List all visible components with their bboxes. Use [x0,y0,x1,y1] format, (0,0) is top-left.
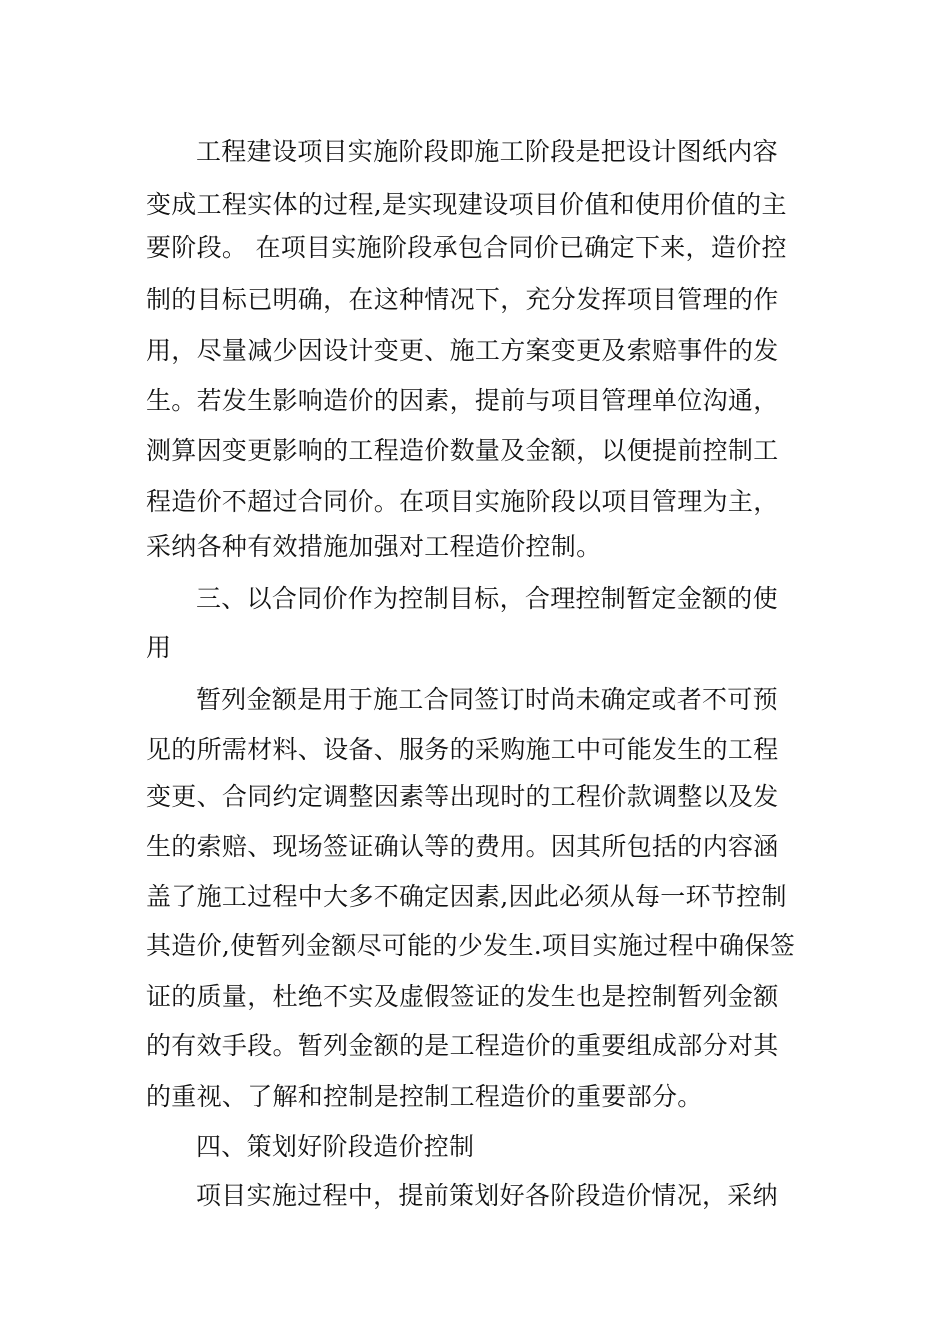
section-heading: 四、策划好阶段造价控制 [196,1132,475,1161]
text-line: 变成工程实体的过程,是实现建设项目价值和使用价值的主 [146,190,787,219]
text-line: 的有效手段。暂列金额的是工程造价的重要组成部分对其 [146,1031,779,1060]
text-line: 暂列金额是用于施工合同签订时尚未确定或者不可预 [196,685,778,714]
text-line: 要阶段。 在项目实施阶段承包合同价已确定下来，造价控 [146,233,787,262]
text-line: 见的所需材料、设备、服务的采购施工中可能发生的工程 [146,735,779,764]
text-line: 程造价不超过合同价。在项目实施阶段以项目管理为主， [146,487,779,516]
text-line: 工程建设项目实施阶段即施工阶段是把设计图纸内容 [196,137,778,166]
text-line: 生。若发生影响造价的因素，提前与项目管理单位沟通， [146,386,779,415]
text-line: 测算因变更影响的工程造价数量及金额，以便提前控制工 [146,436,779,465]
text-line: 采纳各种有效措施加强对工程造价控制。 [146,532,602,561]
text-line: 用，尽量减少因设计变更、施工方案变更及索赔事件的发 [146,336,779,365]
text-line: 盖了施工过程中大多不确定因素,因此必须从每一环节控制 [146,882,787,911]
text-line: 制的目标已明确，在这种情况下，充分发挥项目管理的作 [146,285,779,314]
text-line: 证的质量，杜绝不实及虚假签证的发生也是控制暂列金额 [146,982,779,1011]
text-line: 生的索赔、现场签证确认等的费用。因其所包括的内容涵 [146,832,779,861]
section-heading: 用 [146,633,172,662]
text-line: 变更、合同约定调整因素等出现时的工程价款调整以及发 [146,782,779,811]
text-line: 其造价,使暂列金额尽可能的少发生.项目实施过程中确保签 [146,931,795,960]
section-heading: 三、以合同价作为控制目标，合理控制暂定金额的使 [196,584,778,613]
text-line: 的重视、了解和控制是控制工程造价的重要部分。 [146,1082,703,1111]
text-line: 项目实施过程中，提前策划好各阶段造价情况，采纳 [196,1181,778,1210]
